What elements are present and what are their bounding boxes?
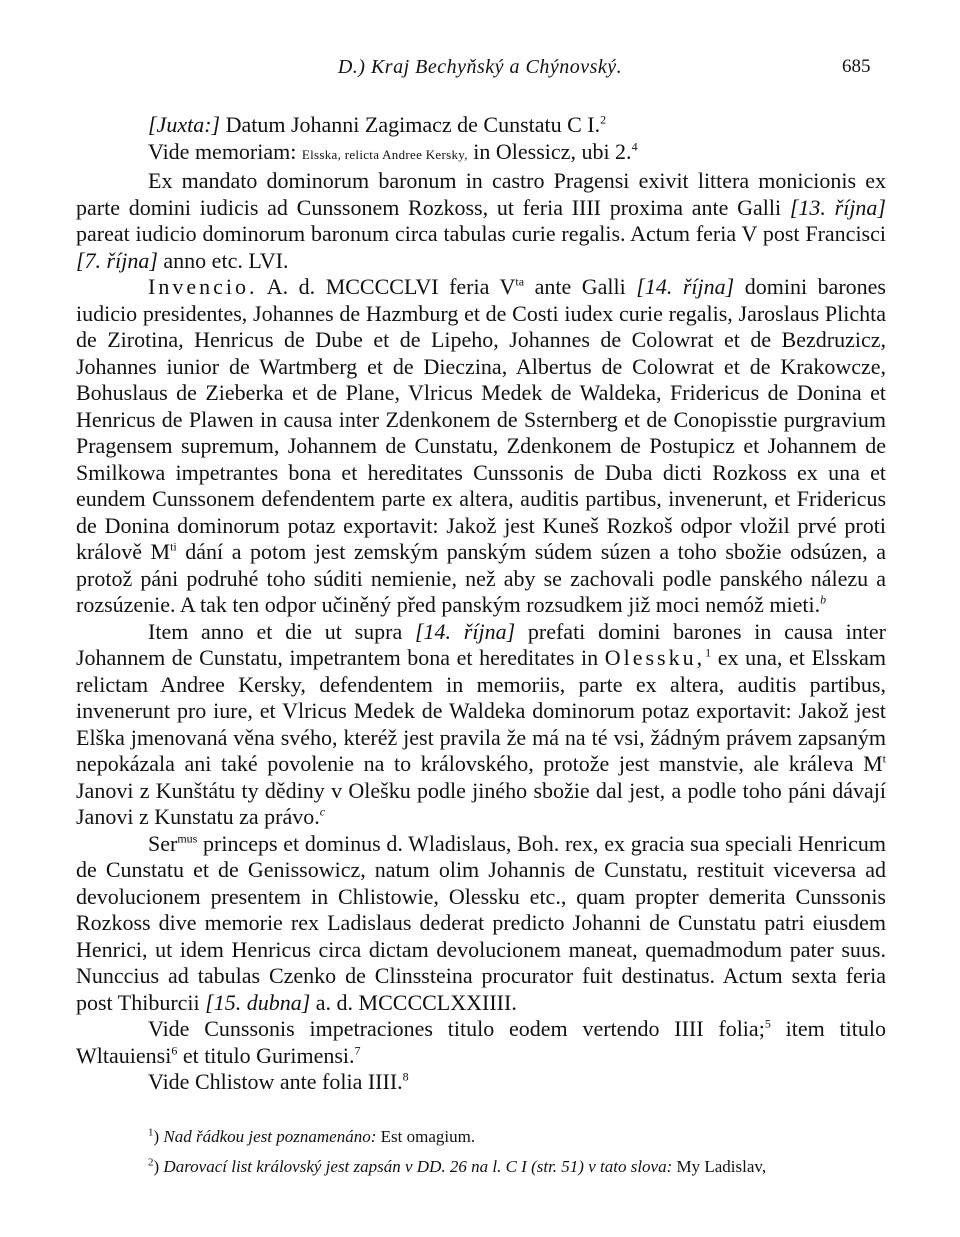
superscript: ti <box>170 539 177 554</box>
text-run: princeps et dominus d. Wladislaus, Boh. rex, ex gracia sua speciali Henricum de Cunstatu et de Genissowicz, natum olim Johannis de Cunstatu, restituit viceversa ad devolucionem presentem in Chlistowie, Olessku etc., quam propter demerita Cunssonis Rozkoss dive memorie rex Ladislaus dederat predicto Johanni de Cunstatu patri eiusdem Henrici, ut idem Henricus circa dictam devolucionem maneat, quemadmodum pater suus. Nunccius ad tabulas Czenko de Clinssteina procurator fuit destinatus. Actum sexta feria post Thiburcii <box>76 830 886 1015</box>
footnote-ref: 2 <box>600 112 607 127</box>
footnote-italic: Nad řádkou jest poznamenáno: <box>159 1127 377 1146</box>
page-number: 685 <box>842 56 871 77</box>
footnote-ref: 5 <box>764 1016 771 1031</box>
superscript: mus <box>177 831 198 846</box>
paragraph-vide-memoriam <box>76 139 886 169</box>
text-run: ante Galli <box>524 274 637 299</box>
footnote-italic: Darovací list královský jest zapsán v DD. 26 na l. C I (str. 51) v tato slova: <box>159 1157 673 1176</box>
footnote-ref: 4 <box>631 139 638 154</box>
superscript: t <box>882 751 886 766</box>
text-run: Item anno et die ut supra <box>148 618 415 644</box>
text-run: item titulo Wltauiensi <box>76 1016 886 1068</box>
text-run: Vide Cunssonis impetraciones titulo eodem vertendo IIII folia; <box>148 1016 765 1041</box>
footnote-text: My Ladislav, <box>672 1157 767 1176</box>
footnote-ref: c <box>319 804 326 819</box>
footnote-ref: 8 <box>402 1069 409 1084</box>
date-note: [7. října] <box>76 247 158 273</box>
text-run: ex una, et Elsskam relictam Andree Kersky, defendentem in memoriis, parte ex altera, auditis partibus, invenerunt pro iure, et Vlricus Medek de Waldeka dominorum potaz exportavit: Jakož jest Elška jmenovaná věna svého, kteréž jest pravila že má na té vsi, žádným právem zapsaným nepokázala ani také povolenie na to královského, protože jest manstvie, ale králeva M <box>76 645 886 776</box>
text-run: et titulo Gurimensi. <box>177 1042 355 1068</box>
text-run: anno etc. LVI. <box>157 247 289 273</box>
text-run: Datum Johanni Zagimacz de Cunstatu C I. <box>220 112 601 137</box>
small-caps-text: Elsska, relicta Andree Kersky, <box>301 146 468 162</box>
text-run: pareat iudicio dominorum baronum circa tabulas curie regalis. Actum feria V post Francisci <box>76 221 886 246</box>
text-run: Ex mandato dominorum baronum in castro Pragensi exivit littera monicionis ex parte domini iudicis ad Cunssonem Rozkoss, ut feria IIII proxima ante Galli <box>76 168 886 220</box>
text-run: Ser <box>148 830 178 856</box>
text-run: prefati domini barones in causa inter Johannem de Cunstatu, impetrantem bona et hereditates in <box>76 618 886 670</box>
footnote-bracket: ) <box>153 1157 160 1176</box>
paragraph-vide-impetraciones <box>76 1016 886 1069</box>
paragraph-item-anno <box>76 619 886 831</box>
paragraph-invencio <box>76 274 886 619</box>
editorial-note: [Juxta:] <box>148 112 221 137</box>
spaced-place-name: Olessku, <box>604 645 706 670</box>
superscript: ta <box>515 274 525 289</box>
footnote-1 <box>76 1125 886 1149</box>
footnotes <box>76 1125 886 1185</box>
spaced-heading: Invencio. <box>148 274 258 299</box>
paragraph-mandato <box>76 168 886 274</box>
footnote-number: 2 <box>148 1156 154 1169</box>
text-run: dání a potom jest zemským panským súdem súzen a toho sbožie odsúzen, a protož páni podruhé toho súditi nemienie, než aby se zachovali podle panského nálezu a rozsúzenie. A tak ten odpor učiněný před panským rozsudkem již moci nemóž mieti. <box>76 539 886 617</box>
paragraph-datum <box>76 112 886 139</box>
footnote-ref: 1 <box>705 645 712 660</box>
footnote-ref: b <box>820 592 827 607</box>
date-note: [14. října] <box>636 274 735 299</box>
footnote-number: 1 <box>148 1126 154 1139</box>
footnote-bracket: ) <box>153 1127 160 1146</box>
page-header <box>0 56 960 86</box>
paragraph-vide-chlistow <box>76 1069 886 1096</box>
footnote-2 <box>76 1155 886 1179</box>
text-run: in Olessicz, ubi 2. <box>467 138 632 164</box>
text-run: domini barones iudicio presidentes, Johannes de Hazmburg et de Costi iudex curie regalis, Jaroslaus Plichta de Zirotina, Henricus de Dube et de Lipeho, Johannes de Colowrat et de Bezdruzicz, Johannes iunior de Wartmberg et de Dieczina, Albertus de Colowrat et de Krakowcze, Bohuslaus de Zieberka et de Plane, Vlricus Medek de Waldeka, Fridericus de Donina et Henricus de Plawen in causa inter Zdenkonem de Ssternberg et de Conopisstie purgravium Pragensem supremum, Johannem de Cunstatu, Zdenkonem de Postupicz et Johannem de Smilkowa impetrantes bona et hereditates Cunssonis de Duba dicti Rozkoss ex una et eundem Cunssonem defendentem parte ex altera, auditis partibus, invenerunt, et Fridericus de Donina dominorum potaz exportavit: Jakož jest Kuneš Rozkoš odpor vložil prvé proti králově M <box>76 274 886 564</box>
text-run: Vide Chlistow ante folia IIII. <box>148 1069 403 1094</box>
footnote-ref: 7 <box>354 1043 361 1058</box>
date-note: [14. října] <box>415 618 516 644</box>
date-note: [13. října] <box>789 194 886 220</box>
text-run: A. d. MCCCCLVI feria V <box>257 274 516 299</box>
text-run: a. d. MCCCCLXXIIII. <box>310 989 517 1015</box>
text-run: Vide memoriam: <box>148 138 302 164</box>
running-title: D.) Kraj Bechyňský a Chýnovský. <box>337 56 623 78</box>
page-body <box>76 112 886 1096</box>
paragraph-princeps <box>76 831 886 1017</box>
text-run: Janovi z Kunštátu ty dědiny v Olešku podle jiného sbožie dal jest, a podle toho páni dávají Janovi z Kunstatu za právo. <box>76 777 886 829</box>
footnote-ref: 6 <box>171 1043 178 1058</box>
footnote-text: Est omagium. <box>376 1127 476 1146</box>
date-note: [15. dubna] <box>205 989 311 1015</box>
